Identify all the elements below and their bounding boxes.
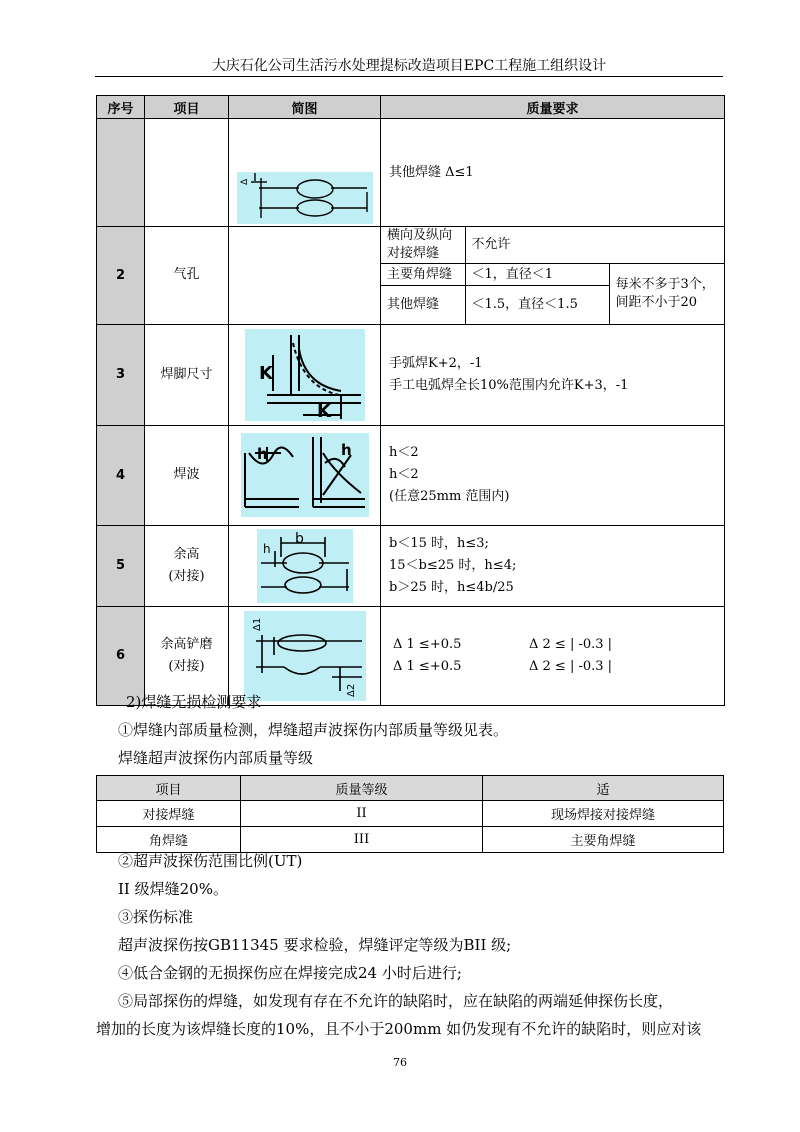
item-line: 余高 bbox=[173, 546, 200, 562]
sketch-cell bbox=[229, 119, 381, 227]
item-line: 余高铲磨 bbox=[160, 636, 213, 652]
quality-line: h＜2 bbox=[389, 445, 419, 460]
sub-label: 横向及纵向对接焊缝 bbox=[381, 227, 465, 264]
sketch-cell bbox=[229, 525, 381, 606]
sub-value: ＜1，直径＜1 bbox=[465, 264, 609, 286]
delta2-value: Δ 2 ≤ | -0.3 | bbox=[529, 636, 613, 652]
cell: 主要角焊缝 bbox=[483, 827, 724, 853]
delta1-value: Δ 1 ≤+0.5 bbox=[393, 658, 462, 674]
table-row bbox=[97, 425, 725, 525]
paragraph: ⑤局部探伤的焊缝，如发现有存在不允许的缺陷时，应在缺陷的两端延伸探伤长度， bbox=[118, 992, 674, 1010]
quality-line: h＜2 bbox=[389, 467, 419, 482]
cell: II bbox=[241, 801, 483, 827]
header-item: 项目 bbox=[145, 96, 229, 119]
fig-label-k: K bbox=[258, 362, 273, 384]
paragraph: 2)焊缝无损检测要求 bbox=[126, 693, 262, 711]
quality-line: b＞25 时，h≤4b/25 bbox=[389, 579, 514, 595]
reinforcement-sketch bbox=[257, 529, 353, 603]
sub-label: 主要角焊缝 bbox=[381, 264, 465, 286]
sub-note: 每米不多于3个，间距不小于20 bbox=[609, 264, 725, 324]
header-item: 项目 bbox=[97, 776, 241, 801]
seq-cell: 3 bbox=[97, 324, 145, 425]
header-grade: 质量等级 bbox=[241, 776, 483, 801]
table-row bbox=[97, 525, 725, 606]
weld-ripple-sketch bbox=[241, 433, 369, 517]
fig-label-h: h bbox=[256, 445, 268, 463]
cell: III bbox=[241, 827, 483, 853]
header-seq: 序号 bbox=[97, 96, 145, 119]
weld-butt-sketch bbox=[237, 172, 373, 224]
paragraph: 增加的长度为该焊缝长度的10%，且不小于200mm 如仍发现有不允许的缺陷时，则应对该 bbox=[96, 1020, 702, 1038]
header-scope: 适 bbox=[483, 776, 724, 801]
fig-label-k: K bbox=[316, 400, 331, 421]
quality-cell: 其他焊缝 Δ≤1 bbox=[381, 119, 725, 227]
paragraph: ①焊缝内部质量检测，焊缝超声波探伤内部质量等级见表。 bbox=[118, 721, 509, 739]
item-cell bbox=[145, 606, 229, 705]
quality-line: 15＜b≤25 时，h≤4; bbox=[389, 557, 517, 573]
seq-cell: 6 bbox=[97, 606, 145, 705]
header-rule bbox=[95, 76, 723, 77]
table-header-row bbox=[97, 776, 724, 801]
porosity-subtable-cell bbox=[381, 227, 725, 325]
seq-cell bbox=[97, 119, 145, 227]
delta1-value: Δ 1 ≤+0.5 bbox=[393, 636, 462, 652]
item-line: (对接) bbox=[168, 658, 205, 674]
cell: 现场焊接对接焊缝 bbox=[483, 801, 724, 827]
item-cell bbox=[145, 119, 229, 227]
sketch-cell bbox=[229, 324, 381, 425]
item-cell: 焊脚尺寸 bbox=[145, 324, 229, 425]
page-header: 大庆石化公司生活污水处理提标改造项目EPC工程施工组织设计 bbox=[211, 58, 607, 74]
quality-line bbox=[393, 656, 724, 678]
paragraph: ④低合金钢的无损探伤应在焊接完成24 小时后进行; bbox=[118, 964, 462, 982]
svg-text:Δ: Δ bbox=[239, 178, 250, 185]
fillet-leg-sketch bbox=[245, 329, 365, 421]
paragraph: ③探伤标准 bbox=[118, 908, 194, 926]
paragraph: 超声波探伤按GB11345 要求检验，焊缝评定等级为BII 级; bbox=[118, 936, 512, 954]
paragraph: 焊缝超声波探伤内部质量等级 bbox=[118, 749, 314, 767]
table-header-row bbox=[97, 96, 725, 119]
quality-line: b＜15 时，h≤3; bbox=[389, 535, 489, 551]
item-cell: 气孔 bbox=[145, 227, 229, 325]
cell: 对接焊缝 bbox=[97, 801, 241, 827]
fig-label-h: h bbox=[340, 441, 352, 459]
sketch-cell bbox=[229, 425, 381, 525]
quality-cell bbox=[381, 324, 725, 425]
quality-line: 手工电弧焊全长10%范围内允许K+3，-1 bbox=[389, 377, 629, 393]
sketch-cell bbox=[229, 606, 381, 705]
weld-quality-table bbox=[96, 95, 725, 706]
table-row bbox=[97, 324, 725, 425]
quality-line: 手弧焊K+2，-1 bbox=[389, 355, 483, 371]
sub-label: 其他焊缝 bbox=[381, 286, 465, 324]
fig-label-h: h bbox=[262, 541, 271, 556]
seq-cell: 4 bbox=[97, 425, 145, 525]
fig-label-b: b bbox=[294, 530, 304, 547]
page-number: 76 bbox=[393, 1056, 407, 1069]
fig-label-delta1: Δ1 bbox=[251, 617, 263, 631]
paragraph: II 级焊缝20%。 bbox=[118, 880, 228, 898]
porosity-subtable bbox=[381, 227, 725, 324]
quality-cell bbox=[381, 425, 725, 525]
table-row bbox=[97, 606, 725, 705]
table-row bbox=[97, 119, 725, 227]
quality-cell bbox=[381, 525, 725, 606]
cell: 角焊缝 bbox=[97, 827, 241, 853]
quality-cell bbox=[381, 606, 725, 705]
quality-line: (任意25mm 范围内) bbox=[389, 489, 510, 504]
sub-value: ＜1.5，直径＜1.5 bbox=[465, 286, 609, 324]
header-sketch: 简图 bbox=[229, 96, 381, 119]
header-quality: 质量要求 bbox=[381, 96, 725, 119]
item-line: (对接) bbox=[168, 568, 205, 584]
seq-cell: 5 bbox=[97, 525, 145, 606]
seq-cell: 2 bbox=[97, 227, 145, 325]
item-cell bbox=[145, 525, 229, 606]
item-cell: 焊波 bbox=[145, 425, 229, 525]
ground-reinforcement-sketch bbox=[244, 611, 366, 701]
delta2-value: Δ 2 ≤ | -0.3 | bbox=[529, 658, 613, 674]
table-row bbox=[97, 801, 724, 827]
sketch-cell bbox=[229, 227, 381, 325]
paragraph: ②超声波探伤范围比例(UT) bbox=[118, 852, 303, 870]
sub-value: 不允许 bbox=[465, 227, 725, 264]
table-row bbox=[97, 827, 724, 853]
quality-line bbox=[393, 634, 724, 656]
table-row bbox=[97, 227, 725, 325]
ultrasonic-grade-table bbox=[96, 775, 724, 853]
fig-label-delta2: Δ2 bbox=[345, 683, 357, 697]
